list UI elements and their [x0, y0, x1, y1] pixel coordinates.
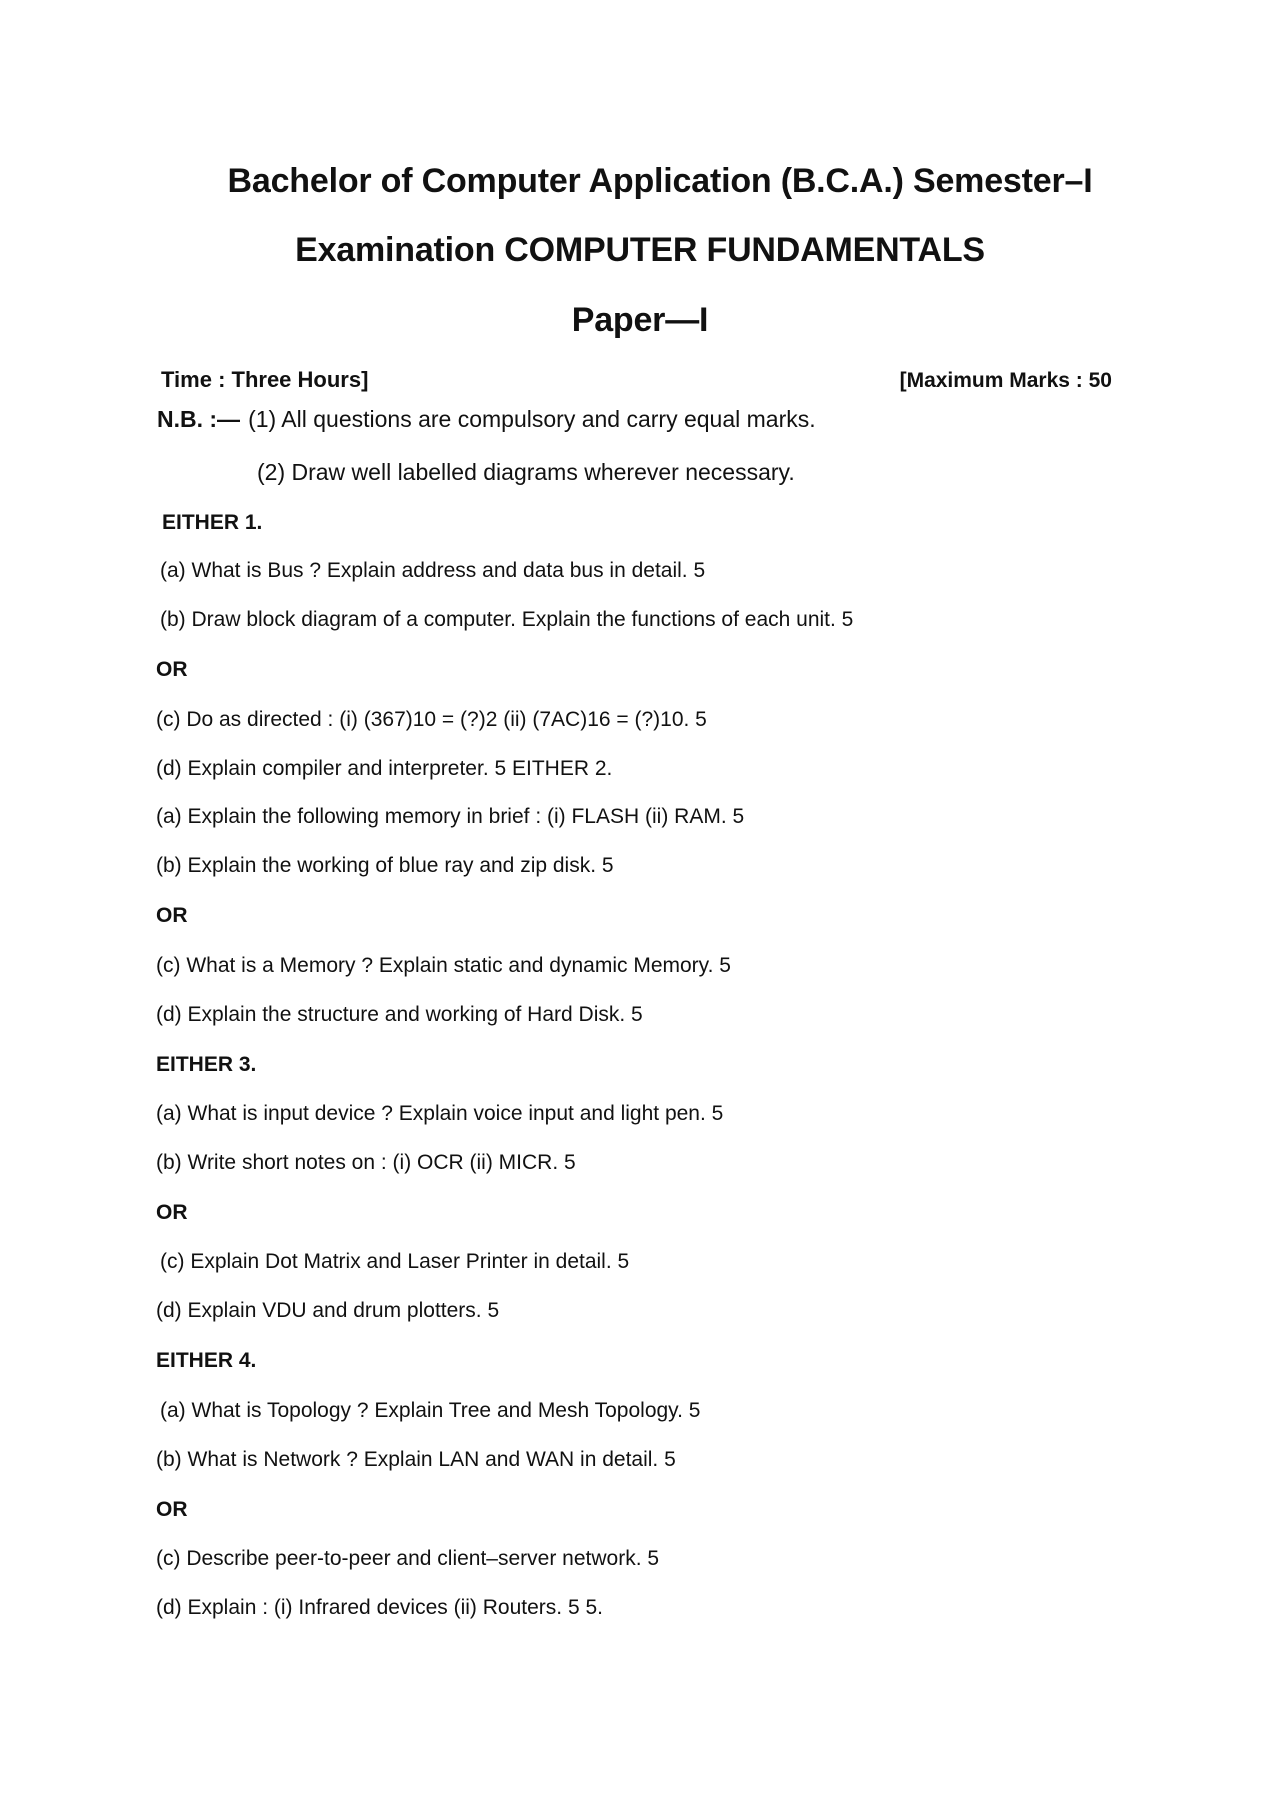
question-3d: (d) Explain VDU and drum plotters. 5	[156, 1299, 500, 1322]
question-3-or: OR	[156, 1201, 188, 1224]
question-2c: (c) What is a Memory ? Explain static and dynamic Memory. 5	[156, 954, 731, 977]
question-4d: (d) Explain : (i) Infrared devices (ii) Routers. 5 5.	[156, 1596, 603, 1619]
paper-title-line-2: Examination COMPUTER FUNDAMENTALS	[295, 231, 985, 269]
question-1-or: OR	[156, 658, 188, 681]
instructions-label: N.B. :—	[157, 406, 241, 432]
instruction-note-1: (1) All questions are compulsory and carry equal marks.	[248, 406, 816, 432]
paper-title-line-1: Bachelor of Computer Application (B.C.A.) Semester–I	[227, 162, 1093, 200]
maximum-marks: [Maximum Marks : 50	[899, 369, 1112, 392]
question-3b: (b) Write short notes on : (i) OCR (ii) MICR. 5	[156, 1151, 576, 1174]
question-1a: (a) What is Bus ? Explain address and data bus in detail. 5	[160, 559, 706, 582]
question-2a: (a) Explain the following memory in brief : (i) FLASH (ii) RAM. 5	[156, 805, 745, 828]
question-1d: (d) Explain compiler and interpreter. 5 EITHER 2.	[156, 757, 613, 780]
question-1-heading: EITHER 1.	[162, 511, 263, 534]
question-3a: (a) What is input device ? Explain voice input and light pen. 5	[156, 1102, 724, 1125]
question-2b: (b) Explain the working of blue ray and zip disk. 5	[156, 854, 614, 877]
paper-title-line-3: Paper—I	[571, 301, 709, 339]
question-3c: (c) Explain Dot Matrix and Laser Printer in detail. 5	[160, 1250, 630, 1273]
question-2-or: OR	[156, 904, 188, 927]
question-4-heading: EITHER 4.	[156, 1349, 257, 1372]
question-1c: (c) Do as directed : (i) (367)10 = (?)2 (ii) (7AC)16 = (?)10. 5	[156, 708, 707, 731]
question-3-heading: EITHER 3.	[156, 1053, 257, 1076]
question-1b: (b) Draw block diagram of a computer. Explain the functions of each unit. 5	[160, 608, 854, 631]
question-4-or: OR	[156, 1498, 188, 1521]
exam-duration: Time : Three Hours]	[161, 367, 369, 392]
question-2d: (d) Explain the structure and working of Hard Disk. 5	[156, 1003, 643, 1026]
instruction-note-2: (2) Draw well labelled diagrams wherever necessary.	[257, 459, 795, 485]
question-4a: (a) What is Topology ? Explain Tree and Mesh Topology. 5	[160, 1399, 701, 1422]
question-4c: (c) Describe peer-to-peer and client–server network. 5	[156, 1547, 660, 1570]
question-4b: (b) What is Network ? Explain LAN and WAN in detail. 5	[156, 1448, 676, 1471]
